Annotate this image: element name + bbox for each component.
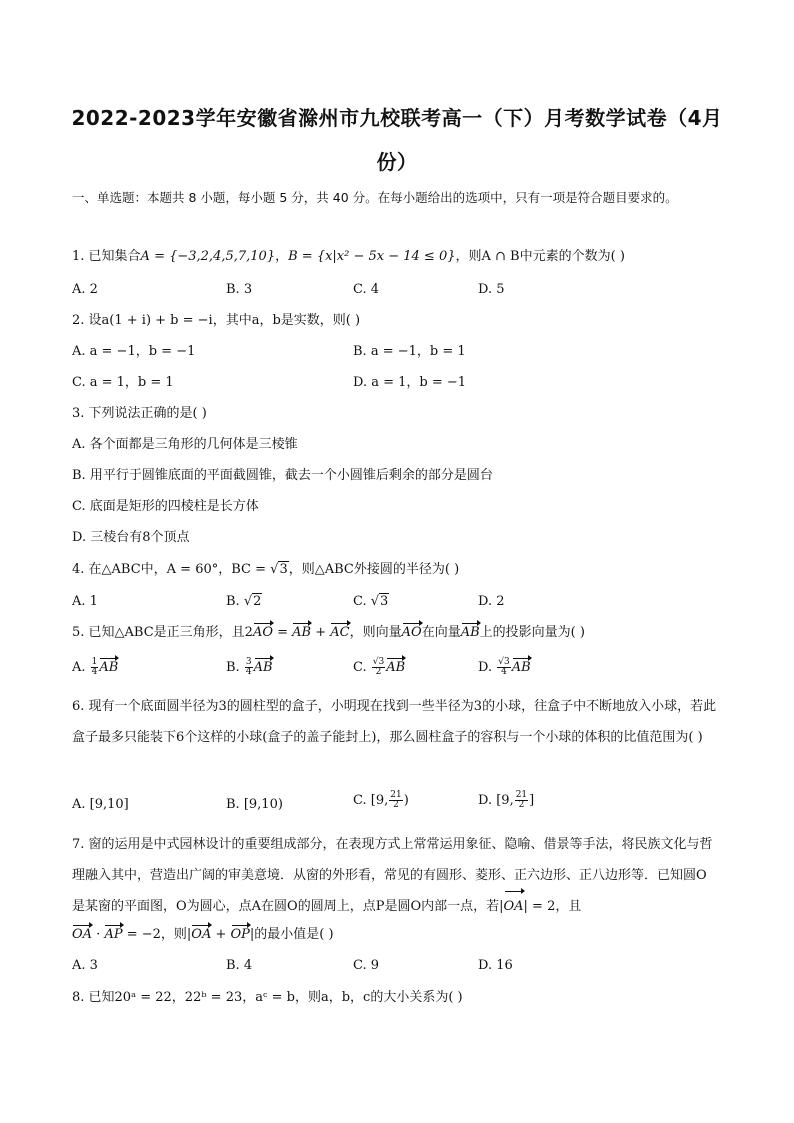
question-1-option-d[interactable]: D. 5 <box>478 282 505 297</box>
question-2-option-d[interactable]: D. a = 1，b = −1 <box>353 375 467 390</box>
question-7-option-b[interactable]: B. 4 <box>226 958 253 973</box>
question-4-stem: 4. 在△ABC中，A = 60°，BC = √3，则△ABC外接圆的半径为( ) <box>72 562 460 577</box>
question-6-stem: 6. 现有一个底面圆半径为3的圆柱型的盒子，小明现在找到一些半径为3的小球，往盒子中不断地放入小球，若此盒子最多只能装下6个这样的小球(盒子的盖子能封上)，那么圆柱盒子的容积与一个小球的体积的比值范围为( ) <box>72 699 717 745</box>
question-7-stem-cont: OA · AP = −2，则|OA + OP|的最小值是( ) <box>72 925 334 945</box>
question-6-option-a[interactable]: A. [9,10] <box>72 797 129 812</box>
question-3-option-d[interactable]: D. 三棱台有8个顶点 <box>72 530 190 545</box>
question-3-option-b[interactable]: B. 用平行于圆锥底面的平面截圆锥，截去一个小圆锥后剩余的部分是圆台 <box>72 468 493 483</box>
question-4-option-c[interactable]: C. √3 <box>353 594 389 609</box>
question-4-option-d[interactable]: D. 2 <box>478 594 505 609</box>
question-2-option-b[interactable]: B. a = −1，b = 1 <box>353 344 466 359</box>
question-3-option-a[interactable]: A. 各个面都是三角形的几何体是三棱锥 <box>72 437 298 452</box>
question-6-option-c[interactable]: C. [9, $\frac{21}{2}$ ) <box>353 790 409 810</box>
question-5-stem: 5. 已知△ABC是正三角形，且2AO = AB + AC，则向量AO在向量AB上的投影向量为( ) <box>72 623 585 643</box>
question-6-option-b[interactable]: B. [9,10) <box>226 797 283 812</box>
page-title: 2022-2023学年安徽省滁州市九校联考高一（下）月考数学试卷（4月份） <box>71 106 723 174</box>
question-7-option-d[interactable]: D. 16 <box>478 958 513 973</box>
question-5-option-c[interactable]: C. $\frac{√3}{2}$ AB <box>353 657 406 677</box>
question-8-stem: 8. 已知20ᵃ = 22，22ᵇ = 23，aᶜ = b，则a，b，c的大小关系为( ) <box>72 990 463 1005</box>
question-7-stem: 7. 窗的运用是中式园林设计的重要组成部分，在表现方式上常常运用象征、隐喻、借景等手法，将民族文化与哲理融入其中，营造出广阔的审美意境．从窗的外形看，常见的有圆形、菱形、正六边形、正八边形等．已知圆O是某窗的平面图，O为圆心，点A在圆O的圆周上，点P是圆O内部一点，若|OA| = 2，且 <box>72 829 718 922</box>
question-1-option-b[interactable]: B. 3 <box>226 282 253 297</box>
question-2-option-a[interactable]: A. a = −1，b = −1 <box>72 344 196 359</box>
question-7-option-c[interactable]: C. 9 <box>353 958 380 973</box>
question-7-option-a[interactable]: A. 3 <box>72 958 98 973</box>
question-5-option-d[interactable]: D. $\frac{√3}{4}$ AB <box>478 657 531 677</box>
question-3-option-c[interactable]: C. 底面是矩形的四棱柱是长方体 <box>72 499 259 514</box>
question-5-option-a[interactable]: A. $\frac{1}{4}$ AB <box>72 657 119 677</box>
section-heading: 一、单选题：本题共 8 小题，每小题 5 分，共 40 分。在每小题给出的选项中，只有一项是符合题目要求的。 <box>72 190 678 205</box>
question-1-stem: 1. 已知集合A = {−3,2,4,5,7,10}，B = {x|x² − 5x − 14 ≤ 0}，则A ∩ B中元素的个数为( ) <box>72 249 625 264</box>
question-2-option-c[interactable]: C. a = 1，b = 1 <box>72 375 174 390</box>
question-3-stem: 3. 下列说法正确的是( ) <box>72 406 207 421</box>
question-6-option-d[interactable]: D. [9, $\frac{21}{2}$ ] <box>478 790 535 810</box>
question-5-option-b[interactable]: B. $\frac{3}{4}$ AB <box>226 657 273 677</box>
question-4-option-b[interactable]: B. √2 <box>226 594 262 609</box>
question-1-option-a[interactable]: A. 2 <box>72 282 98 297</box>
question-2-stem: 2. 设a(1 + i) + b = −i，其中a，b是实数，则( ) <box>72 313 361 328</box>
question-1-option-c[interactable]: C. 4 <box>353 282 380 297</box>
question-4-option-a[interactable]: A. 1 <box>72 594 98 609</box>
